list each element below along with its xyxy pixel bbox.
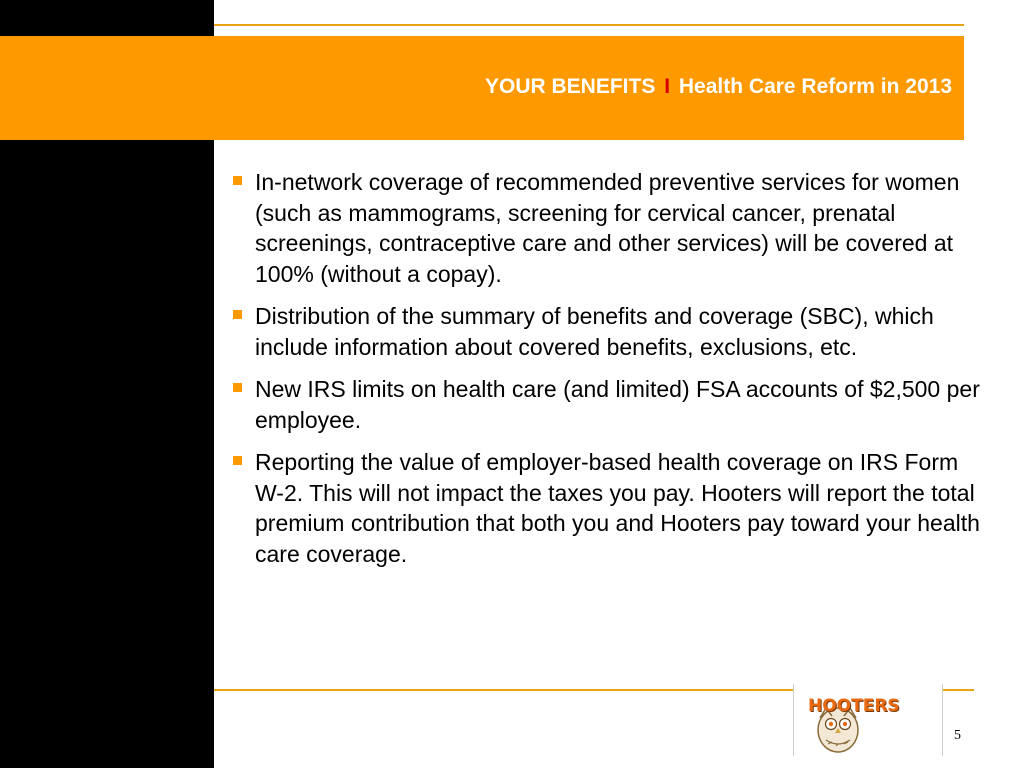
slide-title [485, 75, 952, 99]
square-bullet-icon [233, 310, 242, 319]
bullet-item [232, 301, 984, 362]
square-bullet-icon [233, 176, 242, 185]
square-bullet-icon [233, 456, 242, 465]
top-divider-line [214, 24, 964, 26]
bullet-text: Reporting the value of employer-based health coverage on IRS Form W-2. This will not impact the taxes you pay. Hooters will report the total premium contribution that both you and Hooters pay toward your health care coverage. [255, 449, 980, 567]
bullet-item [232, 374, 984, 435]
title-separator: I [664, 75, 671, 98]
logo-wordmark: HOOTERS [808, 696, 900, 716]
page-number: 5 [954, 728, 961, 743]
bullet-list [232, 167, 984, 581]
title-right: Health Care Reform in 2013 [678, 75, 952, 98]
bullet-item [232, 167, 984, 289]
bullet-text: New IRS limits on health care (and limited) FSA accounts of $2,500 per employee. [255, 376, 980, 433]
hooters-logo [793, 684, 943, 756]
bullet-item [232, 447, 984, 569]
square-bullet-icon [233, 383, 242, 392]
bullet-text: Distribution of the summary of benefits and coverage (SBC), which include information about covered benefits, exclusions, etc. [255, 303, 934, 360]
title-left: YOUR BENEFITS [485, 75, 656, 98]
bullet-text: In-network coverage of recommended preventive services for women (such as mammograms, screening for cervical cancer, prenatal screenings, contraceptive care and other services) will be covered at 100% (without a copay). [255, 169, 960, 287]
